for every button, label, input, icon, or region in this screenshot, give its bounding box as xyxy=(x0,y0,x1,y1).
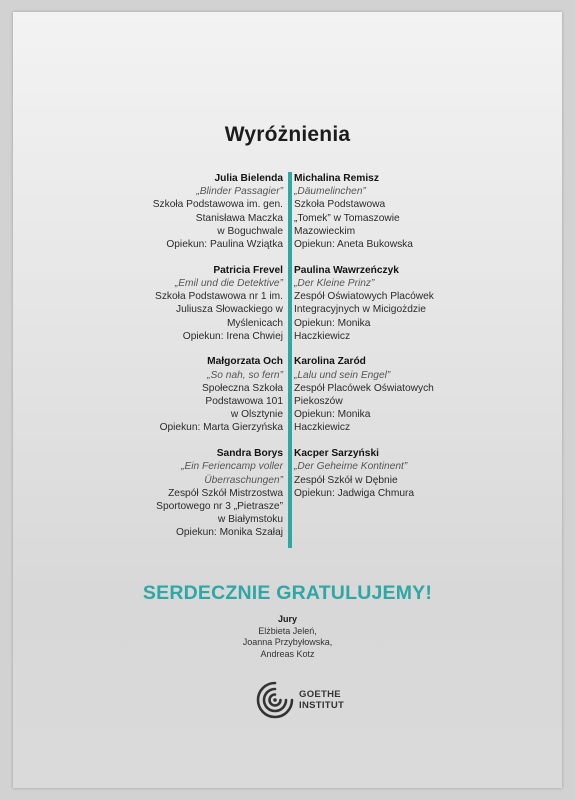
entry-line: Szkoła Podstawowa nr 1 im. xyxy=(155,291,283,303)
entry-line: w Białymstoku xyxy=(217,514,283,526)
student-name: Julia Bielenda xyxy=(214,173,283,184)
entry-line: Opiekun: Jadwiga Chmura xyxy=(294,487,415,499)
award-entry xyxy=(33,447,283,539)
entry-line: Zespół Placówek Oświatowych xyxy=(294,382,434,394)
award-entry xyxy=(294,172,544,251)
right-column xyxy=(294,172,544,512)
entry-line: Piekoszów xyxy=(294,396,343,408)
goethe-spiral-icon xyxy=(255,680,295,720)
book-title: „Der Geheime Kontinent” xyxy=(294,461,408,473)
entry-line: Myślenicach xyxy=(226,317,283,329)
entry-line: Haczkiewicz xyxy=(294,422,351,434)
student-name: Sandra Borys xyxy=(216,448,283,460)
entry-line: Juliusza Słowackiego w xyxy=(175,304,283,316)
student-name: Paulina Wawrzeńczyk xyxy=(294,264,399,276)
entry-line: Opiekun: Monika xyxy=(294,409,371,421)
logo-line-1: GOETHE xyxy=(299,689,341,700)
column-divider xyxy=(288,172,292,548)
jury-member: Andreas Kotz xyxy=(260,648,315,659)
jury-member: Joanna Przybyłowska, xyxy=(242,637,333,647)
entry-line: Opiekun: Paulina Wziątka xyxy=(166,239,283,251)
jury-member: Elżbieta Jeleń, xyxy=(258,625,317,636)
book-title: „Emil und die Detektive” xyxy=(174,277,283,289)
book-title: „Lalu und sein Engel” xyxy=(294,369,391,381)
book-title: „Blinder Passagier” xyxy=(196,186,283,198)
entry-line: Mazowieckim xyxy=(294,225,356,237)
entry-line: Zespół Szkół w Dębnie xyxy=(294,474,398,486)
student-name: Michalina Remisz xyxy=(294,173,379,184)
entry-line: w Boguchwale xyxy=(217,225,283,237)
entry-line: w Olsztynie xyxy=(230,409,283,421)
page-title: Wyróżnienia xyxy=(224,123,351,146)
award-entry xyxy=(294,355,544,434)
entry-line: Sportowego nr 3 „Pietrasze” xyxy=(156,500,283,512)
logo-text xyxy=(299,689,344,711)
student-name: Małgorzata Och xyxy=(207,356,283,368)
book-title: „Der Kleine Prinz” xyxy=(294,277,375,289)
entry-line: Zespół Szkół Mistrzostwa xyxy=(168,487,283,499)
entry-line: Szkoła Podstawowa im. gen. xyxy=(152,199,283,211)
book-title: „So nah, so fern” xyxy=(207,369,283,381)
award-entry xyxy=(294,447,544,500)
jury-block xyxy=(13,614,562,660)
entry-line: Społeczna Szkoła xyxy=(202,382,283,394)
entry-line: Opiekun: Irena Chwiej xyxy=(182,330,283,342)
book-title: „Däumelinchen” xyxy=(294,186,366,198)
entry-line: Haczkiewicz xyxy=(294,330,351,342)
award-entry xyxy=(33,264,283,343)
document-page xyxy=(13,12,562,788)
entry-line: Zespół Oświatowych Placówek xyxy=(294,291,434,303)
entry-line: Opiekun: Monika xyxy=(294,317,371,329)
goethe-institut-logo xyxy=(255,676,344,724)
student-name: Kacper Sarzyński xyxy=(294,448,379,460)
award-entry xyxy=(294,264,544,343)
student-name: Karolina Zaród xyxy=(294,356,366,368)
entry-line: Stanisława Maczka xyxy=(195,212,283,224)
award-entry xyxy=(33,172,283,251)
entry-line: Opiekun: Aneta Bukowska xyxy=(294,239,413,251)
entry-line: Integracyjnych w Micigożdzie xyxy=(294,304,426,316)
jury-heading: Jury xyxy=(277,614,297,624)
entry-line: Szkoła Podstawowa xyxy=(294,199,386,211)
student-name: Patricia Frevel xyxy=(213,264,283,276)
logo-line-2: INSTITUT xyxy=(299,700,345,711)
congratulations-heading: SERDECZNIE GRATULUJEMY! xyxy=(142,582,433,604)
entry-line: „Tomek” w Tomaszowie xyxy=(294,212,400,224)
entry-line: Opiekun: Monika Szałaj xyxy=(175,527,283,539)
book-title: „Ein Feriencamp voller Überraschungen” xyxy=(181,461,283,486)
left-column xyxy=(33,172,283,552)
entry-line: Podstawowa 101 xyxy=(205,396,283,408)
award-entry xyxy=(33,355,283,434)
entry-line: Opiekun: Marta Gierzyńska xyxy=(159,422,283,434)
